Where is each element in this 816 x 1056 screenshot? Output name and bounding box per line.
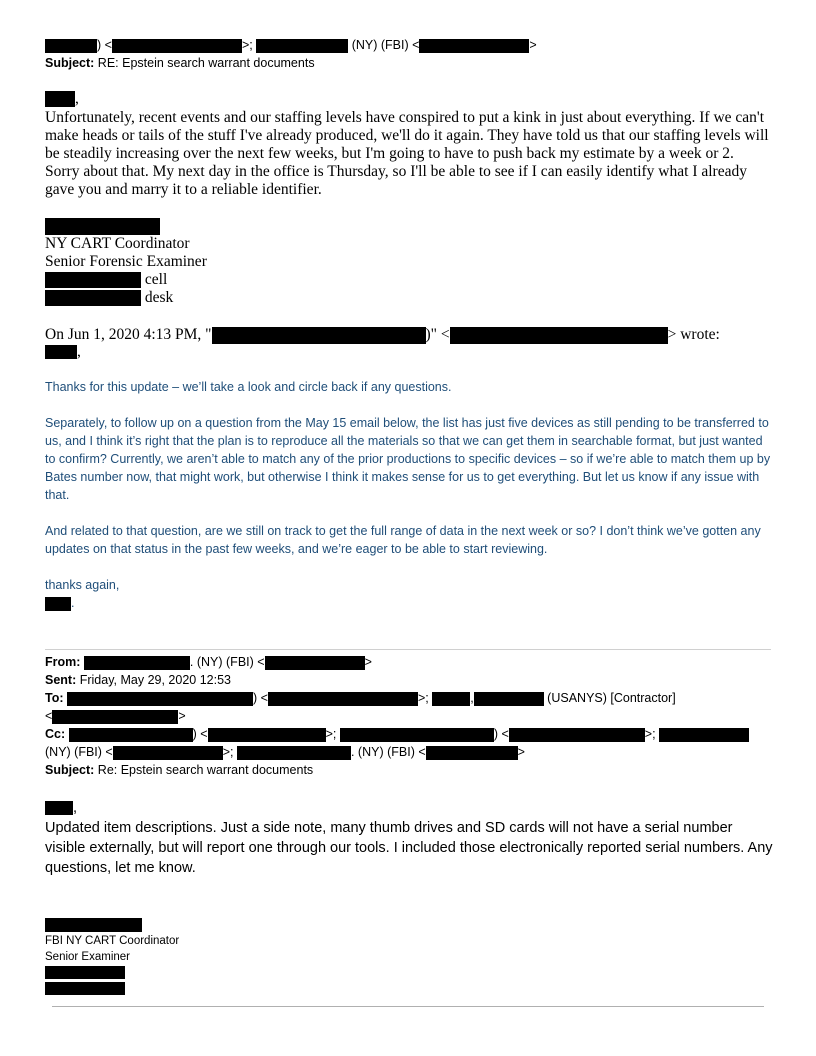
redaction (474, 692, 544, 706)
quoted-para-3: And related to that question, are we still on track to get the full range of data in the next week or so? I don’t think we’ve gotten any updates on that status in the past few weeks, and we’re eager to be able to start reviewing. (45, 524, 761, 556)
cc-line: Cc: ) < >; ) < >; (45, 725, 775, 743)
reply1-body: Unfortunately, recent events and our staffing levels have conspired to put a kink in just about everything. If we can't make heads or tails of the stuff I've already produced, we'll do it again. They have told us that our staffing levels will be steadily increasing over the next few weeks, but I'm going to have to push back my estimate by a week or 2. Sorry about that. My next day in the office is Thursday, so I'll be able to see if I can easily identify what I already gave you and marry it to a reliable identifier. (45, 109, 769, 198)
fwd-sig-title-1: FBI NY CART Coordinator (45, 935, 180, 947)
top-subject-line (45, 54, 775, 72)
redaction (340, 728, 494, 742)
redaction (45, 39, 97, 53)
redaction (45, 272, 141, 288)
redaction (268, 692, 418, 706)
redaction (659, 728, 749, 742)
forwarded-body: Updated item descriptions. Just a side note, many thumb drives and SD cards will not have a serial number visible externally, but will report one through our tools. I included those electronically reported serial numbers. Any questions, let me know. (45, 820, 773, 876)
redaction (113, 746, 223, 760)
quoted-para-1: Thanks for this update – we’ll take a look and circle back if any questions. (45, 380, 452, 394)
redaction (256, 39, 348, 53)
reply1-greeting: , (45, 90, 775, 108)
quoted-greeting: , (45, 343, 775, 361)
quoted-closing: thanks again, (45, 578, 120, 592)
redaction (45, 218, 160, 235)
quoted-signoff: . (45, 594, 775, 612)
redaction (432, 692, 470, 706)
redaction (45, 966, 125, 979)
redaction (45, 290, 141, 306)
cc-line-2: (NY) (FBI) < >; . (NY) (FBI) < > (45, 745, 525, 759)
redaction (212, 327, 426, 344)
forwarded-subject-line: Subject: Re: Epstein search warrant documents (45, 763, 314, 777)
subject-value: RE: Epstein search warrant documents (97, 56, 315, 70)
redaction (419, 39, 529, 53)
subject-label: Subject: (45, 56, 95, 70)
reply1-signature: NY CART Coordinator Senior Forensic Examiner cell desk (45, 217, 775, 307)
sig-title-1: NY CART Coordinator (45, 235, 190, 252)
sent-line: Sent: Friday, May 29, 2020 12:53 (45, 673, 231, 687)
redaction (67, 692, 253, 706)
redaction (52, 710, 178, 724)
redaction (45, 801, 73, 815)
redaction (45, 345, 77, 359)
redaction (237, 746, 351, 760)
page-bottom-divider (52, 1006, 764, 1007)
sig-title-2: Senior Forensic Examiner (45, 253, 207, 270)
fwd-sig-title-2: Senior Examiner (45, 951, 131, 963)
to-line: To: ) < >; , (USANYS) [Contractor] (45, 691, 676, 705)
redaction (450, 327, 668, 344)
redaction (45, 982, 125, 995)
redaction (84, 656, 190, 670)
redaction (45, 597, 71, 611)
top-header-recipients: ) < >; (NY) (FBI) < > (45, 36, 775, 54)
redaction (112, 39, 242, 53)
quoted-para-2: Separately, to follow up on a question from the May 15 email below, the list has just five devices as still pending to be transferred to us, and I think it’s right that the plan is to reproduce all the materials so that we can get them in searchable format, but just wanted to confirm? Currently, we aren’t able to match any of the prior productions to specific devices – so if we’re able to match them up by Bates number now, that might work, but otherwise I think it makes sense for us to get everything. But let us know if any issue with that. (45, 416, 771, 502)
redaction (69, 728, 193, 742)
redaction (208, 728, 326, 742)
to-line-2: < > (45, 709, 186, 723)
redaction (265, 656, 365, 670)
redaction (45, 918, 142, 932)
forwarded-signature (45, 917, 775, 997)
forwarded-greeting: , (45, 798, 775, 818)
forwarded-header (45, 653, 775, 779)
redaction (45, 91, 75, 107)
quote-header: On Jun 1, 2020 4:13 PM, " )" < > wrote: (45, 326, 720, 343)
from-line: From: . (NY) (FBI) < > (45, 655, 372, 669)
email-divider (45, 649, 771, 650)
redaction (509, 728, 645, 742)
redaction (426, 746, 518, 760)
